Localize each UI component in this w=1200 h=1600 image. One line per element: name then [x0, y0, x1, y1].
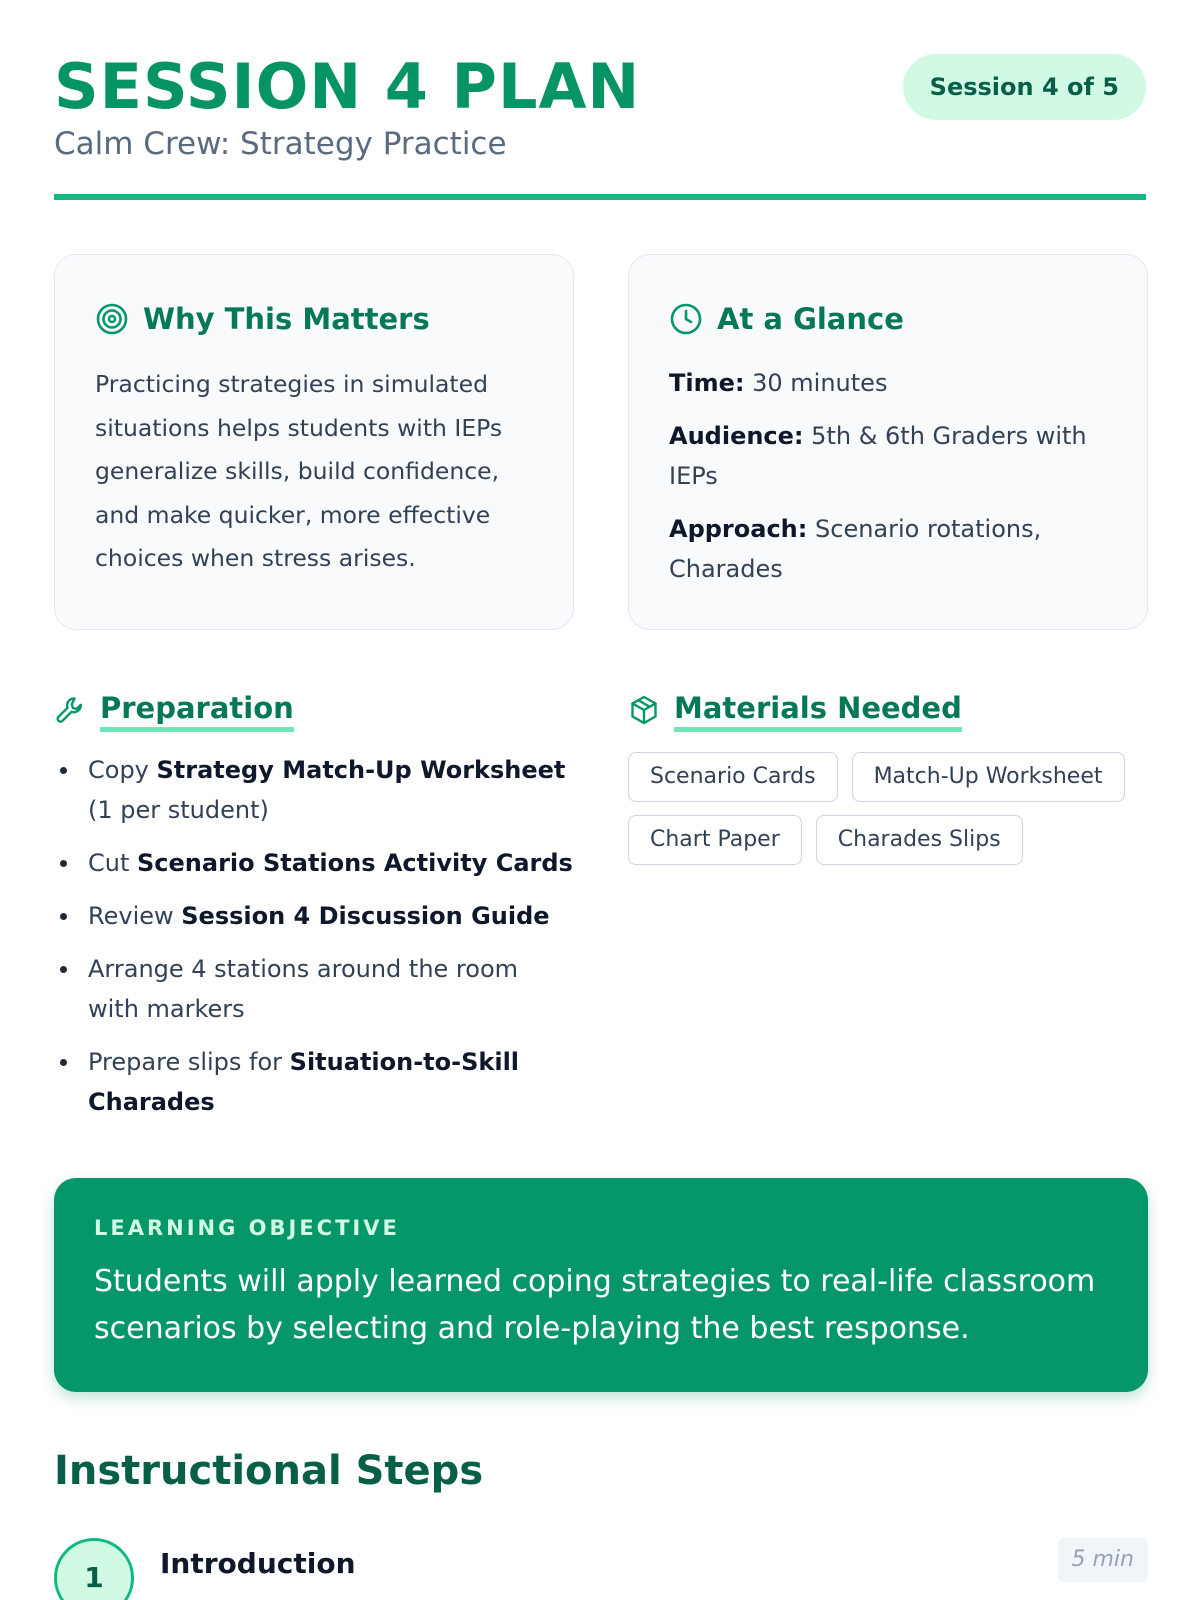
why-this-matters-card — [54, 254, 574, 630]
preparation-title: Preparation — [100, 689, 294, 732]
list-item — [54, 843, 574, 883]
prep-item-text: (1 per student) — [88, 796, 269, 824]
session-badge: Session 4 of 5 — [903, 54, 1146, 120]
instructional-steps-title: Instructional Steps — [54, 1448, 484, 1494]
glance-card-header — [669, 299, 904, 339]
page-title: SESSION 4 PLAN — [54, 50, 641, 123]
material-chip: Charades Slips — [816, 815, 1023, 865]
material-chip: Scenario Cards — [628, 752, 838, 802]
prep-item-text: Prepare slips for — [88, 1048, 290, 1076]
why-card-header — [95, 299, 430, 339]
list-item — [54, 1042, 574, 1122]
page-subtitle: Calm Crew: Strategy Practice — [54, 126, 507, 162]
glance-card-title: At a Glance — [717, 302, 904, 336]
glance-row-time — [669, 363, 1115, 403]
package-icon — [628, 694, 660, 726]
at-a-glance-card — [628, 254, 1148, 630]
prep-item-text: Copy — [88, 756, 157, 784]
header-divider — [54, 194, 1146, 200]
objective-label: LEARNING OBJECTIVE — [94, 1216, 400, 1240]
step-title: Introduction — [160, 1547, 356, 1580]
glance-value: 5th & 6th Graders with IEPs — [669, 422, 1087, 490]
glance-row-audience — [669, 416, 1115, 496]
list-item — [54, 949, 574, 1029]
page-header — [54, 52, 1146, 202]
glance-label: Time: — [669, 369, 745, 397]
list-item — [54, 896, 574, 936]
glance-value: 30 minutes — [752, 369, 888, 397]
glance-label: Approach: — [669, 515, 808, 543]
prep-item-text: Cut — [88, 849, 138, 877]
preparation-header — [54, 688, 294, 732]
why-card-title: Why This Matters — [143, 302, 430, 336]
why-card-text: Practicing strategies in simulated situations helps students with IEPs generalize skills, build confidence, and make quicker, more effective choices when stress arises. — [95, 370, 503, 572]
prep-item-text: Arrange 4 stations around the room with markers — [88, 955, 519, 1023]
list-item — [54, 750, 574, 830]
material-chip: Chart Paper — [628, 815, 802, 865]
step-number-badge: 1 — [54, 1538, 134, 1600]
prep-item-bold: Session 4 Discussion Guide — [181, 902, 550, 930]
preparation-list — [54, 750, 574, 1135]
target-icon — [95, 302, 129, 336]
step-duration-badge: 5 min — [1058, 1538, 1148, 1582]
clock-icon — [669, 302, 703, 336]
materials-header — [628, 688, 962, 732]
wrench-icon — [54, 694, 86, 726]
glance-list — [669, 363, 1115, 602]
prep-item-bold: Situation-to-Skill Charades — [88, 1048, 520, 1116]
material-chip: Match-Up Worksheet — [852, 752, 1125, 802]
learning-objective-banner — [54, 1178, 1148, 1392]
materials-title: Materials Needed — [674, 689, 962, 732]
materials-list — [628, 752, 1148, 878]
prep-item-text: Review — [88, 902, 182, 930]
glance-value: Scenario rotations, Charades — [669, 515, 1042, 583]
prep-item-bold: Scenario Stations Activity Cards — [137, 849, 573, 877]
glance-row-approach — [669, 509, 1115, 589]
glance-label: Audience: — [669, 422, 804, 450]
objective-text: Students will apply learned coping strategies to real-life classroom scenarios by selecting and role-playing the best response. — [94, 1264, 1096, 1346]
prep-item-bold: Strategy Match-Up Worksheet — [156, 756, 566, 784]
